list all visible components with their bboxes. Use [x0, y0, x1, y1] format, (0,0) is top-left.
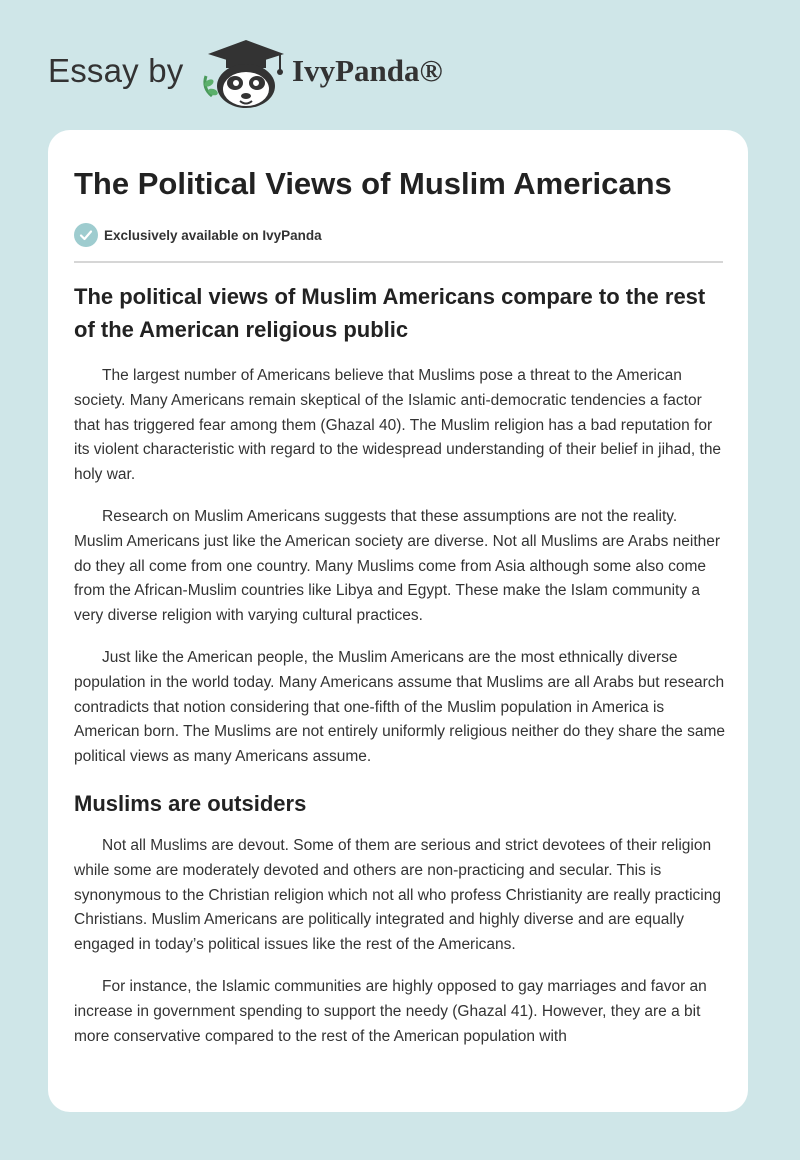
- article-card: [48, 130, 748, 1112]
- exclusive-badge: [74, 222, 322, 248]
- article-body: [74, 280, 726, 1066]
- divider: [74, 261, 723, 263]
- essay-by-label: Essay by: [48, 52, 184, 89]
- page-title: The Political Views of Muslim Americans: [74, 166, 672, 201]
- section-heading: Muslims are outsiders: [74, 790, 307, 816]
- section-heading: The political views of Muslim Americans compare to the rest of the American religious public: [74, 284, 706, 342]
- paragraph: Research on Muslim Americans suggests that these assumptions are not the reality. Muslim Americans just like the American society are diverse. Not all Muslims are Arabs neither do they all come from one country. Many Muslims come from Asia although some also come from the African-Muslim countries like Libya and Egypt. These make the Islam community a very diverse religion with varying cultural practices.: [74, 507, 721, 625]
- paragraph: Not all Muslims are devout. Some of them are serious and strict devotees of their religion while some are moderately devoted and others are non-practicing and secular. This is synonymous to the Christian religion which not all who profess Christianity are really practicing Christians. Muslim Americans are politically integrated and highly diverse and are equally engaged in today’s political issues like the rest of the Americans.: [74, 836, 721, 954]
- panda-graduate-logo[interactable]: [200, 36, 300, 110]
- paragraph: Just like the American people, the Muslim Americans are the most ethnically diverse population in the world today. Many Americans assume that Muslims are all Arabs but research contradicts that notion considering that one-fifth of the Muslim population in America is American born. The Muslims are not entirely uniformly religious neither do they share the same political views as many Americans assume.: [74, 648, 726, 766]
- exclusive-label: Exclusively available on IvyPanda: [104, 227, 322, 243]
- paragraph: For instance, the Islamic communities are highly opposed to gay marriages and favor an increase in government spending to support the needy (Ghazal 41). However, they are a bit more conservative compared to the rest of the American population with: [74, 977, 707, 1045]
- paragraph: The largest number of Americans believe that Muslims pose a threat to the American society. Many Americans remain skeptical of the Islamic anti-democratic tendencies a factor that has triggered fear among them (Ghazal 40). The Muslim religion has a bad reputation for its violent characteristic with regard to the widespread understanding of their belief in jihad, the holy war.: [74, 367, 722, 484]
- brand-name[interactable]: IvyPanda®: [292, 53, 443, 88]
- check-icon: [74, 223, 98, 247]
- site-header: [0, 0, 800, 130]
